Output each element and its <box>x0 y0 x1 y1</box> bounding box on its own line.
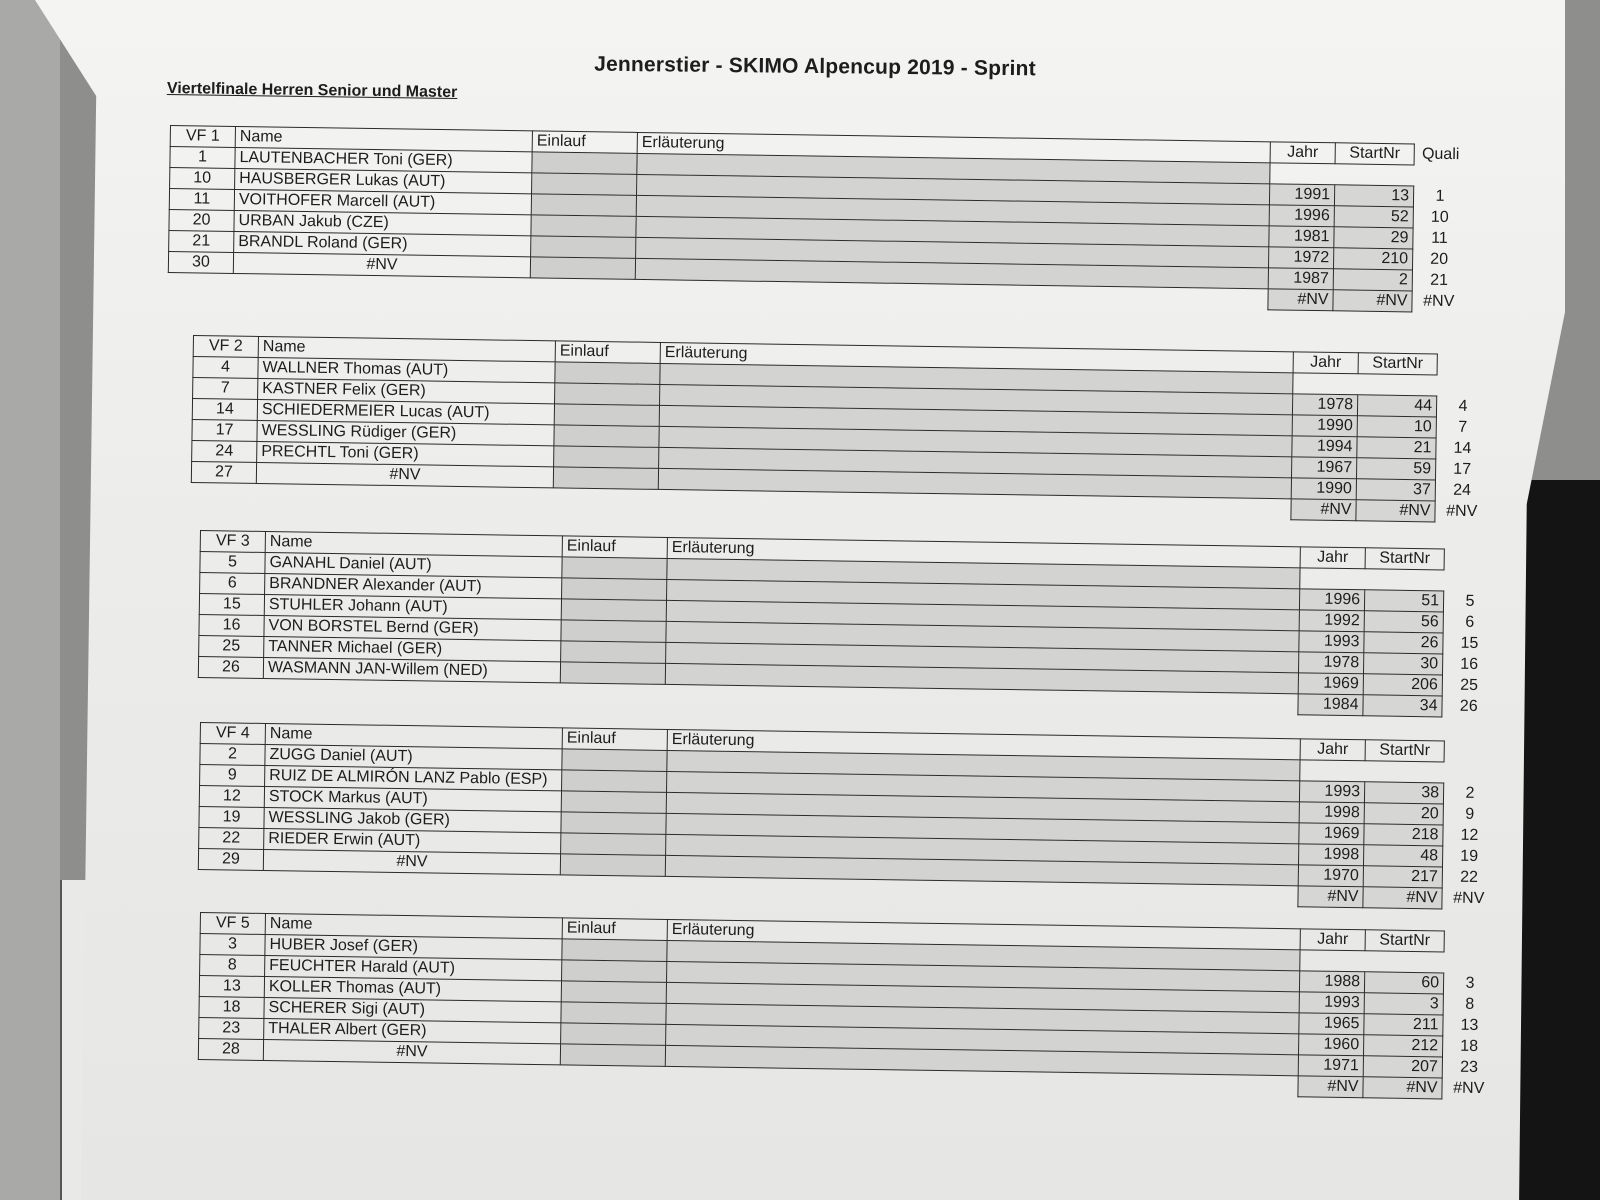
einlauf-cell <box>562 557 667 580</box>
einlauf-cell <box>532 173 637 196</box>
quali-rank: 5 <box>1465 592 1475 610</box>
athlete-name: ZUGG Daniel (AUT) <box>265 744 562 769</box>
einlauf-cell <box>561 1002 666 1025</box>
einlauf-cell <box>530 257 635 280</box>
heat-table-vf5 <box>197 912 1497 1100</box>
empty-cell <box>256 483 553 508</box>
quali-rank: 15 <box>1460 634 1479 652</box>
einlauf-cell <box>554 446 659 469</box>
athlete-name: LAUTENBACHER Toni (GER) <box>235 147 532 172</box>
start-number: 26 <box>1364 632 1443 654</box>
athlete-name: BRANDNER Alexander (AUT) <box>265 573 562 598</box>
einlauf-cell <box>560 662 665 685</box>
athlete-number: 29 <box>198 848 263 870</box>
athlete-number: 19 <box>199 806 264 828</box>
quali-rank: 6 <box>1465 613 1475 631</box>
athlete-name: URBAN Jakub (CZE) <box>234 210 531 235</box>
birth-year: 1972 <box>1269 247 1334 269</box>
einlauf-cell <box>561 599 666 622</box>
empty-cell <box>1437 375 1490 397</box>
heat-label: VF 5 <box>200 913 265 935</box>
empty-cell <box>263 1060 560 1085</box>
birth-year: 1969 <box>1299 823 1364 845</box>
empty-cell <box>198 677 263 699</box>
start-number: 48 <box>1363 845 1442 867</box>
birth-year: 1978 <box>1292 394 1357 416</box>
athlete-number: 10 <box>170 168 235 190</box>
birth-year: 1998 <box>1299 802 1364 824</box>
start-number: 51 <box>1364 590 1443 612</box>
athlete-number: 12 <box>199 786 264 808</box>
quali-rank: 2 <box>1465 784 1475 802</box>
empty-cell <box>1444 762 1497 784</box>
athlete-name: #NV <box>233 252 530 277</box>
einlauf-cell <box>554 404 659 427</box>
quali-rank: 18 <box>1460 1037 1479 1055</box>
birth-year: 1987 <box>1268 268 1333 290</box>
athlete-name: BRANDL Roland (GER) <box>234 231 531 256</box>
column-header-startnr: StartNr <box>1335 143 1414 165</box>
athlete-number: 23 <box>199 1017 264 1039</box>
empty-cell <box>168 272 233 294</box>
empty-cell <box>233 273 530 298</box>
birth-year: 1998 <box>1299 844 1364 866</box>
empty-cell <box>1300 568 1365 590</box>
einlauf-cell <box>532 152 637 175</box>
quali-rank: 3 <box>1465 974 1475 992</box>
athlete-name: WESSLING Jakob (GER) <box>264 807 561 832</box>
start-number: 34 <box>1363 695 1442 717</box>
einlauf-cell <box>561 812 666 835</box>
athlete-number: 6 <box>200 573 265 595</box>
einlauf-cell <box>531 194 636 217</box>
einlauf-cell <box>560 1044 665 1067</box>
birth-year: 1996 <box>1299 589 1364 611</box>
empty-cell <box>553 488 658 511</box>
athlete-name: KOLLER Thomas (AUT) <box>264 976 561 1001</box>
column-header-einlauf: Einlauf <box>562 918 667 941</box>
column-header-name: Name <box>235 126 532 151</box>
quali-rank: #NV <box>1453 889 1485 908</box>
athlete-number: 14 <box>192 399 257 421</box>
column-header-quali-blank <box>1444 741 1497 763</box>
heat-label: VF 1 <box>170 126 235 148</box>
empty-cell <box>1365 951 1444 973</box>
start-number: 29 <box>1334 227 1413 249</box>
start-number: 212 <box>1363 1035 1442 1057</box>
birth-year: 1988 <box>1299 971 1364 993</box>
column-header-jahr: Jahr <box>1270 142 1335 164</box>
birth-year: 1960 <box>1299 1034 1364 1056</box>
quali-rank: 7 <box>1458 418 1468 436</box>
einlauf-cell <box>554 425 659 448</box>
einlauf-cell <box>531 236 636 259</box>
column-header-einlauf: Einlauf <box>555 341 660 364</box>
quali-rank: 21 <box>1430 271 1449 289</box>
column-header-quali-blank <box>1444 931 1497 953</box>
empty-cell <box>198 869 263 891</box>
start-number: 44 <box>1357 395 1436 417</box>
column-header-jahr: Jahr <box>1300 929 1365 951</box>
start-number: 21 <box>1357 437 1436 459</box>
athlete-number: 26 <box>198 656 263 678</box>
quali-rank: 19 <box>1460 847 1479 865</box>
athlete-name: TANNER Michael (GER) <box>264 636 561 661</box>
start-number: 20 <box>1364 803 1443 825</box>
empty-cell <box>1365 569 1444 591</box>
heat-table-vf1 <box>167 125 1467 313</box>
athlete-name: KASTNER Felix (GER) <box>258 378 555 403</box>
empty-cell <box>1444 952 1497 974</box>
birth-year: 1992 <box>1299 610 1364 632</box>
heat-table-vf4 <box>197 722 1497 910</box>
start-number: #NV <box>1333 290 1412 312</box>
athlete-number: 4 <box>193 357 258 379</box>
column-header-einlauf: Einlauf <box>532 131 637 154</box>
start-number: 56 <box>1364 611 1443 633</box>
start-number: 37 <box>1356 479 1435 501</box>
empty-cell <box>1300 950 1365 972</box>
birth-year: 1994 <box>1292 436 1357 458</box>
quali-rank: 10 <box>1430 208 1449 226</box>
quali-rank: #NV <box>1446 502 1478 521</box>
column-header-name: Name <box>265 723 562 748</box>
quali-rank: 1 <box>1435 187 1445 205</box>
athlete-number: 21 <box>169 230 234 252</box>
background-right <box>1515 480 1600 1200</box>
quali-rank: 17 <box>1453 460 1472 478</box>
quali-rank: 11 <box>1431 229 1448 247</box>
quali-rank: 22 <box>1460 868 1479 886</box>
start-number: 3 <box>1364 993 1443 1015</box>
start-number: 2 <box>1333 269 1412 291</box>
start-number: 207 <box>1363 1056 1442 1078</box>
empty-cell <box>263 870 560 895</box>
quali-rank: 13 <box>1460 1016 1479 1034</box>
start-number: 10 <box>1357 416 1436 438</box>
empty-cell <box>1300 760 1365 782</box>
empty-cell <box>1293 373 1358 395</box>
athlete-number: 13 <box>199 976 264 998</box>
athlete-number: 30 <box>168 251 233 273</box>
quali-rank: #NV <box>1453 1079 1485 1098</box>
birth-year: 1993 <box>1299 631 1364 653</box>
athlete-number: 28 <box>198 1038 263 1060</box>
einlauf-cell <box>555 362 660 385</box>
empty-cell <box>560 875 665 898</box>
einlauf-cell <box>561 981 666 1004</box>
athlete-name: THALER Albert (GER) <box>264 1018 561 1043</box>
einlauf-cell <box>560 854 665 877</box>
einlauf-cell <box>562 578 667 601</box>
birth-year: #NV <box>1298 1076 1363 1098</box>
athlete-name: #NV <box>263 849 560 874</box>
athlete-name: HAUSBERGER Lukas (AUT) <box>235 168 532 193</box>
start-number: 60 <box>1364 972 1443 994</box>
athlete-name: WASMANN JAN-Willem (NED) <box>263 657 560 682</box>
quali-rank: 24 <box>1453 481 1472 499</box>
birth-year: 1993 <box>1299 992 1364 1014</box>
column-header-startnr: StartNr <box>1365 930 1444 952</box>
athlete-number: 15 <box>199 594 264 616</box>
start-number: 210 <box>1333 248 1412 270</box>
start-number: 52 <box>1334 206 1413 228</box>
quali-rank: 12 <box>1460 826 1479 844</box>
athlete-number: 22 <box>199 827 264 849</box>
quali-rank: 20 <box>1430 250 1449 268</box>
birth-year: #NV <box>1298 886 1363 908</box>
column-header-erlaeuterung: Erläuterung <box>660 342 1293 372</box>
start-number: 218 <box>1364 824 1443 846</box>
heat-table-vf3 <box>197 530 1497 718</box>
empty-cell <box>191 482 256 504</box>
athlete-number: 7 <box>193 378 258 400</box>
birth-year: 1996 <box>1269 205 1334 227</box>
start-number: #NV <box>1363 887 1442 909</box>
athlete-name: #NV <box>256 462 553 487</box>
empty-cell <box>1358 374 1437 396</box>
athlete-number: 17 <box>192 419 257 441</box>
start-number: #NV <box>1363 1077 1442 1099</box>
athlete-name: SCHERER Sigi (AUT) <box>264 997 561 1022</box>
athlete-number: 24 <box>192 440 257 462</box>
athlete-name: RIEDER Erwin (AUT) <box>264 828 561 853</box>
start-number: 211 <box>1364 1014 1443 1036</box>
athlete-number: 1 <box>170 147 235 169</box>
athlete-name: RUIZ DE ALMIRÓN LANZ Pablo (ESP) <box>265 765 562 790</box>
empty-cell <box>198 1059 263 1081</box>
start-number: 30 <box>1363 653 1442 675</box>
column-header-quali-blank <box>1437 354 1490 376</box>
empty-cell <box>1335 164 1414 186</box>
einlauf-cell <box>555 383 660 406</box>
heat-table-vf2 <box>190 335 1490 523</box>
column-header-name: Name <box>265 531 562 556</box>
heat-label: VF 4 <box>200 723 265 745</box>
athlete-number: 25 <box>199 635 264 657</box>
column-header-erlaeuterung: Erläuterung <box>667 919 1300 949</box>
background-left <box>0 0 60 1200</box>
column-header-quali-blank <box>1444 549 1497 571</box>
column-header-einlauf: Einlauf <box>562 728 667 751</box>
athlete-number: 8 <box>200 955 265 977</box>
section-heading: Viertelfinale Herren Senior und Master <box>166 80 458 102</box>
empty-cell <box>1365 761 1444 783</box>
empty-cell <box>1444 570 1497 592</box>
einlauf-cell <box>531 215 636 238</box>
quali-rank: #NV <box>1423 292 1455 311</box>
column-header-jahr: Jahr <box>1300 739 1365 761</box>
birth-year: 1990 <box>1292 415 1357 437</box>
einlauf-cell <box>561 791 666 814</box>
einlauf-cell <box>561 641 666 664</box>
birth-year: 1991 <box>1269 184 1334 206</box>
heat-label: VF 3 <box>200 531 265 553</box>
einlauf-cell <box>562 939 667 962</box>
empty-cell <box>1270 163 1335 185</box>
page-title: Jennerstier - SKIMO Alpencup 2019 - Sprint <box>594 52 1036 81</box>
einlauf-cell <box>561 1023 666 1046</box>
quali-rank: 16 <box>1460 655 1479 673</box>
athlete-name: STOCK Markus (AUT) <box>264 786 561 811</box>
birth-year: #NV <box>1291 499 1356 521</box>
birth-year: 1990 <box>1291 478 1356 500</box>
athlete-number: 27 <box>191 461 256 483</box>
quali-rank: 23 <box>1460 1058 1479 1076</box>
athlete-name: PRECHTL Toni (GER) <box>257 441 554 466</box>
column-header-einlauf: Einlauf <box>562 536 667 559</box>
start-number: 38 <box>1364 782 1443 804</box>
birth-year: 1971 <box>1298 1055 1363 1077</box>
athlete-name: SCHIEDERMEIER Lucas (AUT) <box>257 399 554 424</box>
einlauf-cell <box>562 770 667 793</box>
column-header-erlaeuterung: Erläuterung <box>667 729 1300 759</box>
birth-year: 1978 <box>1299 652 1364 674</box>
column-header-name: Name <box>265 913 562 938</box>
birth-year: 1967 <box>1292 457 1357 479</box>
birth-year: 1984 <box>1298 694 1363 716</box>
start-number: 59 <box>1356 458 1435 480</box>
quali-rank: 25 <box>1460 676 1479 694</box>
empty-cell <box>1414 165 1467 187</box>
birth-year: 1965 <box>1299 1013 1364 1035</box>
column-header-startnr: StartNr <box>1365 548 1444 570</box>
birth-year: 1993 <box>1299 781 1364 803</box>
start-number: 217 <box>1363 866 1442 888</box>
quali-rank: 14 <box>1453 439 1472 457</box>
start-number: 13 <box>1334 185 1413 207</box>
quali-rank: 26 <box>1459 697 1478 715</box>
birth-year: 1970 <box>1298 865 1363 887</box>
athlete-name: FEUCHTER Harald (AUT) <box>265 955 562 980</box>
athlete-number: 2 <box>200 744 265 766</box>
quali-rank: 9 <box>1465 805 1475 823</box>
athlete-number: 20 <box>169 209 234 231</box>
athlete-name: VOITHOFER Marcell (AUT) <box>234 189 531 214</box>
column-header-jahr: Jahr <box>1293 352 1358 374</box>
einlauf-cell <box>562 749 667 772</box>
einlauf-cell <box>553 467 658 490</box>
column-header-erlaeuterung: Erläuterung <box>637 132 1270 162</box>
athlete-name: WESSLING Rüdiger (GER) <box>257 420 554 445</box>
birth-year: 1969 <box>1298 673 1363 695</box>
column-header-startnr: StartNr <box>1358 353 1437 375</box>
athlete-number: 11 <box>169 189 234 211</box>
athlete-name: GANAHL Daniel (AUT) <box>265 552 562 577</box>
column-header-name: Name <box>258 336 555 361</box>
empty-cell <box>263 678 560 703</box>
athlete-number: 3 <box>200 934 265 956</box>
einlauf-cell <box>561 833 666 856</box>
athlete-number: 5 <box>200 552 265 574</box>
quali-rank: 4 <box>1458 397 1468 415</box>
column-header-jahr: Jahr <box>1300 547 1365 569</box>
birth-year: 1981 <box>1269 226 1334 248</box>
athlete-name: #NV <box>263 1039 560 1064</box>
start-number: #NV <box>1356 500 1435 522</box>
empty-cell <box>560 1065 665 1088</box>
einlauf-cell <box>562 960 667 983</box>
column-header-quali: Quali <box>1421 145 1460 164</box>
athlete-name: HUBER Josef (GER) <box>265 934 562 959</box>
start-number: 206 <box>1363 674 1442 696</box>
birth-year: #NV <box>1268 289 1333 311</box>
einlauf-cell <box>561 620 666 643</box>
quali-rank: 8 <box>1465 995 1475 1013</box>
athlete-number: 18 <box>199 996 264 1018</box>
athlete-name: VON BORSTEL Bernd (GER) <box>264 615 561 640</box>
athlete-name: WALLNER Thomas (AUT) <box>258 357 555 382</box>
empty-cell <box>530 278 635 301</box>
athlete-name: STUHLER Johann (AUT) <box>264 594 561 619</box>
column-header-startnr: StartNr <box>1365 740 1444 762</box>
empty-cell <box>560 683 665 706</box>
column-header-erlaeuterung: Erläuterung <box>667 537 1300 567</box>
heat-label: VF 2 <box>193 336 258 358</box>
athlete-number: 16 <box>199 614 264 636</box>
athlete-number: 9 <box>200 765 265 787</box>
